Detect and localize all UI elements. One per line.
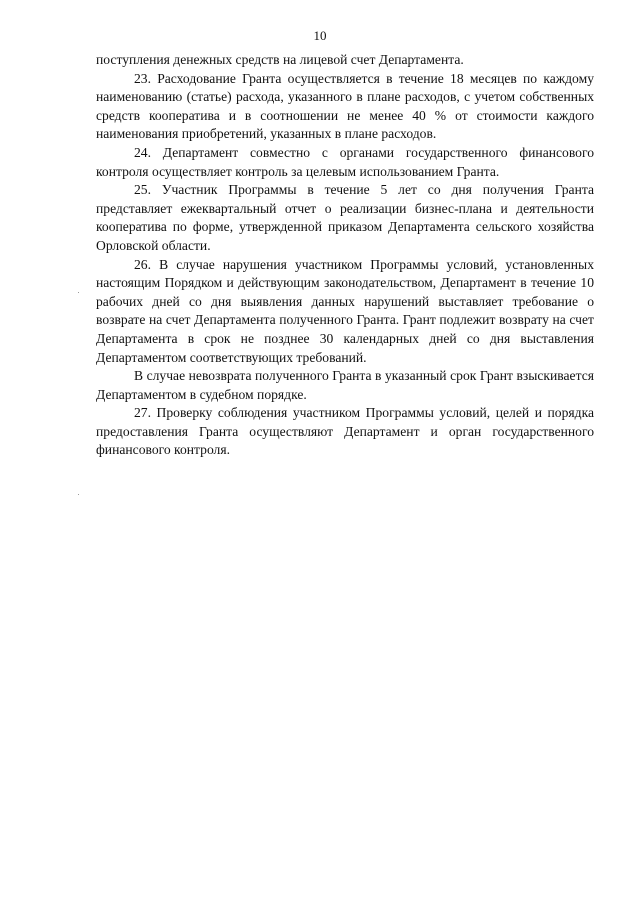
- margin-mark: [78, 494, 79, 495]
- paragraph-continuation: поступления денежных средств на лицевой счет Департамента.: [96, 52, 464, 67]
- page-number: 10: [313, 28, 327, 43]
- paragraph-23: 23. Расходование Гранта осуществляется в течение 18 месяцев по каждому наименованию (статье) расхода, указанного в плане расходов, с учетом собственных средств кооператива и в соотношении не менее 40 % от стоимости каждого наименования приобретений, указанных в плане расходов.: [96, 70, 594, 142]
- paragraph-26-continued: В случае невозврата полученного Гранта в указанный срок Грант взыскивается Департаментом в судебном порядке.: [96, 368, 594, 402]
- paragraph-27: 27. Проверку соблюдения участником Программы условий, целей и порядка предоставления Гранта осуществляют Департамент и орган государственного финансового контроля.: [96, 405, 594, 458]
- paragraph-25: 25. Участник Программы в течение 5 лет со дня получения Гранта представляет ежеквартальный отчет о реализации бизнес-плана и деятельности кооператива по форме, утвержденной приказом Департамента сельского хозяйства Орловской области.: [96, 182, 594, 253]
- margin-mark: [78, 292, 79, 293]
- document-body: [96, 51, 594, 460]
- paragraph-24: 24. Департамент совместно с органами государственного финансового контроля осуществляет контроль за целевым использованием Гранта.: [96, 144, 594, 179]
- paragraph-26: 26. В случае нарушения участником Программы условий, установленных настоящим Порядком и действующим законодательством, Департамент в течение 10 рабочих дней со дня выявления данных нарушений выставляет требование о возврате на счет Департамента полученного Гранта. Грант подлежит возврату на счет Департамента в срок не позднее 30 календарных дней со дня выставления Департаментом соответствующих требований.: [96, 256, 594, 365]
